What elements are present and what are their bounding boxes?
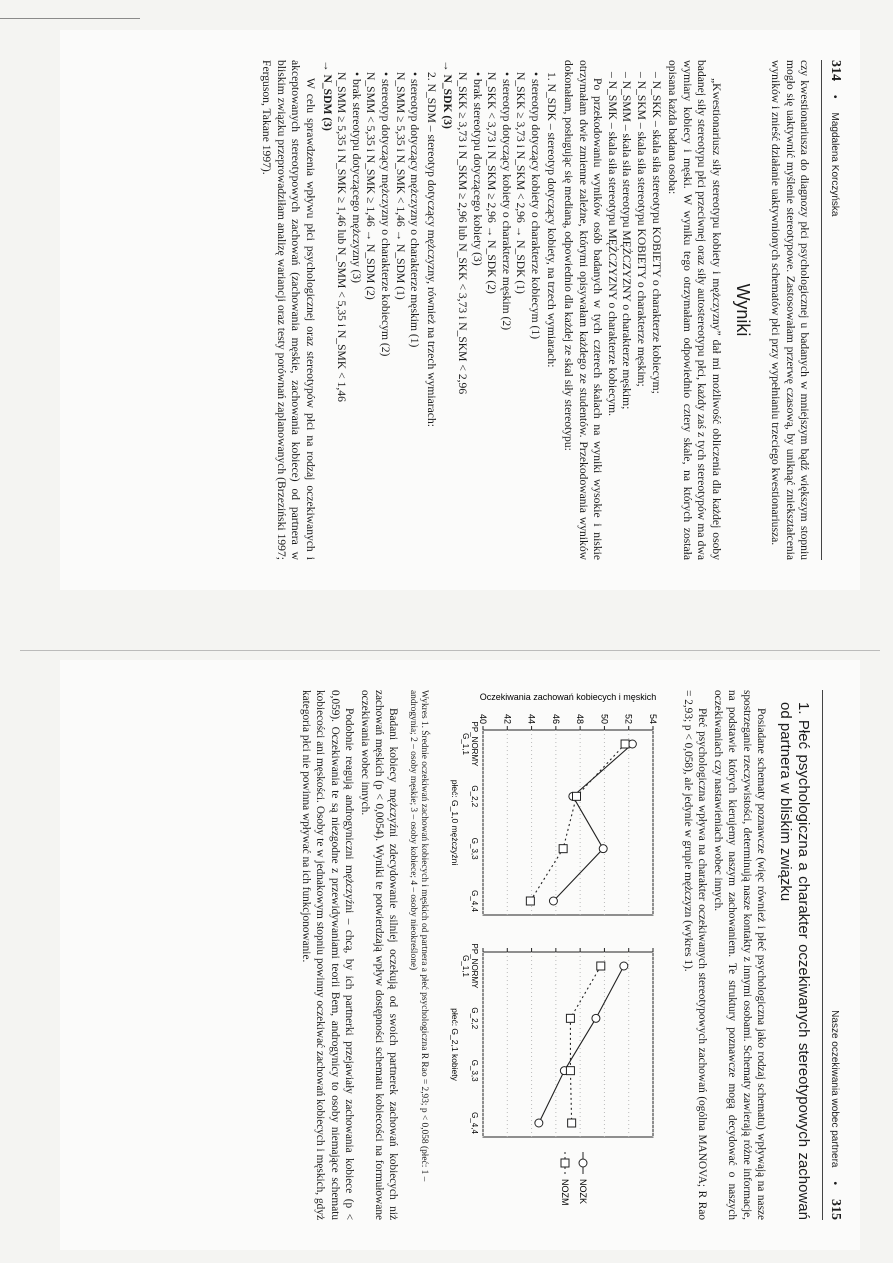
section-heading: 1. Płeć psychologiczna a charakter oczekiwanych stereotypowych zachowań od partnera w bliskim związku [776,702,812,1220]
y-tick-label: 48 [574,713,585,724]
running-header [822,690,842,1220]
list-item: N_SKK ≥ 3,73 i N_SKM ≥ 2,96 lub N_SKK < 3,73 i N_SKM < 2,96 [455,72,469,395]
legend-marker [579,1159,587,1167]
x-tick-label: G_4,4 [469,890,479,912]
x-tick-label: G_3,3 [469,837,479,860]
paragraph: Podobnie reagują androgyniczni mężczyźni – chcą, by ich partnerki przejawiały zachowania kobiece (p < 0,059). Oczekiwania te są niezgodne z przewidywaniami teorii Bem, androgynicy to osoby niemające schematu kobiecości ani męskości. Osoby te w jednakowym stopniu powinny oczekiwać zachowań kobiecych i męskich, gdyż kategoria płci nie powinna wpływać na ich funkcjonowanie. [300,690,355,1220]
x-tick-label: PP_NORMY [469,943,479,989]
plot-frame [483,952,653,1137]
panel-label: płeć: G_2,1 kobiety [449,1008,460,1081]
data-point-nozm [572,792,580,800]
list-item: N_SMM < 5,35 i N_SMK ≥ 1,46 → N_SDM (2) [364,72,378,300]
paragraph: Płeć psychologiczna wpływa na charakter oczekiwanych stereotypowych zachowań (ogólna MANOVA; R Rao = 2,93; p < 0,058), ale jedynie w grupie mężczyzn (wykres 1). [681,690,708,1220]
data-point-nozm [566,1067,574,1075]
sdk-heading: 1. N_SDK – stereotyp dotyczący kobiety, na trzech wymiarach: [545,72,559,368]
list-item: N_SKK ≥ 3,73 i N_SKM < 2,96 → N_SDK (1) [514,72,528,294]
paragraph: Po przekodowaniu wyników osób badanych w tych czterech skalach na wyniki wysokie i niskie otrzymałam dwie zmienne zależne, którymi opisywałam każdego ze studentów. Przekodowania wyników dokonałam, posługując się medianą, odpowiednio dla każdej ze skal siły stereotypu: [562,60,605,560]
paragraph: „Kwestionariusz siły stereotypu kobiety i mężczyzny” dał mi możliwość obliczenia dla każdej osoby badanej siły stereotypu płci przeciwnej oraz siły autostereotypu płci, każdy zaś z tych stereotypów ma dwa wymiary kobiecy i męski. W wyniku tego otrzymałam odpowiednio cztery skale, na których została opisana każda badana osoba: [666,60,724,560]
data-point-nozk [549,897,557,905]
sdm-result: → N_SDM (3) [320,60,334,131]
data-point-nozm [559,845,567,853]
y-tick-label: 52 [623,713,634,724]
data-point-nozk [599,845,607,853]
paragraph: W celu sprawdzenia wpływu płci psychologicznej oraz stereotypów płci na rodzaj oczekiwanych i akceptowanych stereotypowych zachowań (zachowania męskie, zachowania kobiece) od partnera w bliskim związku przeprowadziłam analizę wariancji oraz testy porównań zaplanowanych (Brzeziński 1997; Ferguson, Takane 1997). [260,60,317,560]
running-header [821,60,842,560]
list-item: • brak stereotypu dotyczącego mężczyzny (3) [349,72,363,284]
list-item: • stereotyp dotyczący kobiety o charakterze kobiecym (1) [528,72,542,340]
y-tick-label: 54 [647,713,658,724]
data-point-nozk [534,1119,542,1127]
sdk-list [454,60,542,560]
x-tick-label: PP_NORMY [469,721,479,767]
paragraph: Posiadane schematy poznawcze (więc również i płeć psychologiczna jako rodzaj schematu) wpływają na nasze spostrzeganie rzeczywistości, determinują nasze kontakty z innymi osobami. Schematy zawierają różne informacje, na podstawie których kierujemy naszym zachowaniem. Te struktury poznawcze mogą decydować o naszych oczekiwaniach czy nastawieniach wobec innych. [712,690,767,1220]
scale-list [604,60,662,560]
list-item: • stereotyp dotyczący kobiety o charakterze męskim (2) [499,72,513,331]
scan-artifact [0,18,140,19]
list-item: – N_SMM – skala siła stereotypu MĘŻCZYZNY o charakterze męskim; [620,72,634,410]
x-tick-label: G_2,2 [469,1007,479,1030]
data-point-nozm [596,962,604,970]
section-title: Wyniki [732,283,753,337]
data-point-nozk [592,1014,600,1022]
series-line-nozm [570,966,600,1123]
y-tick-label: 40 [477,713,488,724]
page-separator [20,650,880,651]
list-item: • stereotyp dotyczący mężczyzny o charakterze kobiecym (2) [378,72,392,357]
x-tick-sublabel: G_1,1 [460,955,470,977]
figure [406,690,672,1220]
data-point-nozm [621,740,629,748]
data-point-nozm [526,897,534,905]
data-point-nozm [567,1119,575,1127]
intro-paragraph: czy kwestionariusza do diagnozy płci psychologicznej u badanych w mniejszym bądź większym stopniu mogło się uaktywnić myślenie stereotypowe. Zastosowałam przerwę czasową, by uniknąć zniekształcenia wyników i znieść działanie uaktywnionych schematów płci przy wypełnianiu trzeciego kwestionariusza. [769,60,812,560]
sdm-list [334,60,422,560]
page-number: 315 [828,1199,843,1220]
y-tick-label: 50 [599,713,610,724]
page-315 [60,660,860,1250]
list-item: – N_SKK – skala siła stereotypu KOBIETY o charakterze kobiecym; [649,72,663,394]
y-tick-label: 42 [501,713,512,724]
legend-marker [561,1159,569,1167]
x-tick-label: G_2,2 [469,785,479,808]
series-line-nozk [538,966,623,1123]
page-314 [60,30,860,590]
series-line-nozm [530,744,625,901]
sdm-heading: 2. N_SDM – stereotyp dotyczący mężczyzny, również na trzech wymiarach: [424,72,438,427]
panel-label: płeć: G_1,0 mężczyźni [449,779,460,866]
page-number: 314 [828,60,843,81]
list-item: N_SKK < 3,73 i N_SKM ≥ 2,96 → N_SDK (2) [485,72,499,294]
data-point-nozm [566,1014,574,1022]
list-item: • brak stereotypu dotyczącego kobiety (3) [470,72,484,266]
x-tick-label: G_4,4 [469,1112,479,1134]
running-title: Nasze oczekiwania wobec partnera [829,1010,840,1168]
list-item: N_SMM ≥ 5,35 i N_SMK < 1,46 → N_SDM (1) [393,72,407,300]
figure-caption: Wykres 1. Średnie oczekiwań zachowań kobiecych i męskich od partnera a płeć psychologiczna R Rao = 2,93; p < 0,058 (płeć: 1 – androgynia; 2 – osoby męskie; 3 – osoby kobiece; 4 – osoby nieokreślone) [407,690,430,1182]
data-point-nozk [619,962,627,970]
header-bullet: • [829,95,840,99]
list-item: – N_SKM – skala siła stereotypu KOBIETY o charakterze męskim; [635,72,649,387]
plot-frame [483,730,653,915]
legend-label: NOZK [577,1179,588,1205]
list-item: – N_SMK – skala siła stereotypu MĘŻCZYZNY o charakterze kobiecym. [605,72,619,417]
sdk-result: → N_SDK (3) [441,60,455,129]
y-tick-label: 44 [526,713,537,724]
line-chart [438,690,673,1220]
legend-label: NOZM [559,1179,570,1206]
header-bullet: • [829,1181,840,1185]
x-tick-sublabel: G_1,1 [460,733,470,755]
list-item: • stereotyp dotyczący mężczyzny o charakterze męskim (1) [408,72,422,348]
author-name: Magdalena Korczyńska [829,112,840,217]
list-item: N_SMM ≥ 5,35 i N_SMK ≥ 1,46 lub N_SMM < 5,35 i N_SMK < 1,46 [335,72,349,402]
y-tick-label: 46 [550,713,561,724]
x-tick-label: G_3,3 [469,1059,479,1082]
paragraph: Badani kobiecy mężczyźni zdecydowanie silniej oczekują od swoich partnerek zachowań kobiecych niż zachowań męskich (p < 0,0054). Wyniki te potwierdzają wpływ dostępności schematu kobiecości na formułowane oczekiwania wobec innych. [358,690,400,1220]
series-line-nozk [553,744,632,901]
y-axis-label: Oczekiwania zachowań kobiecych i męskich [479,692,656,702]
